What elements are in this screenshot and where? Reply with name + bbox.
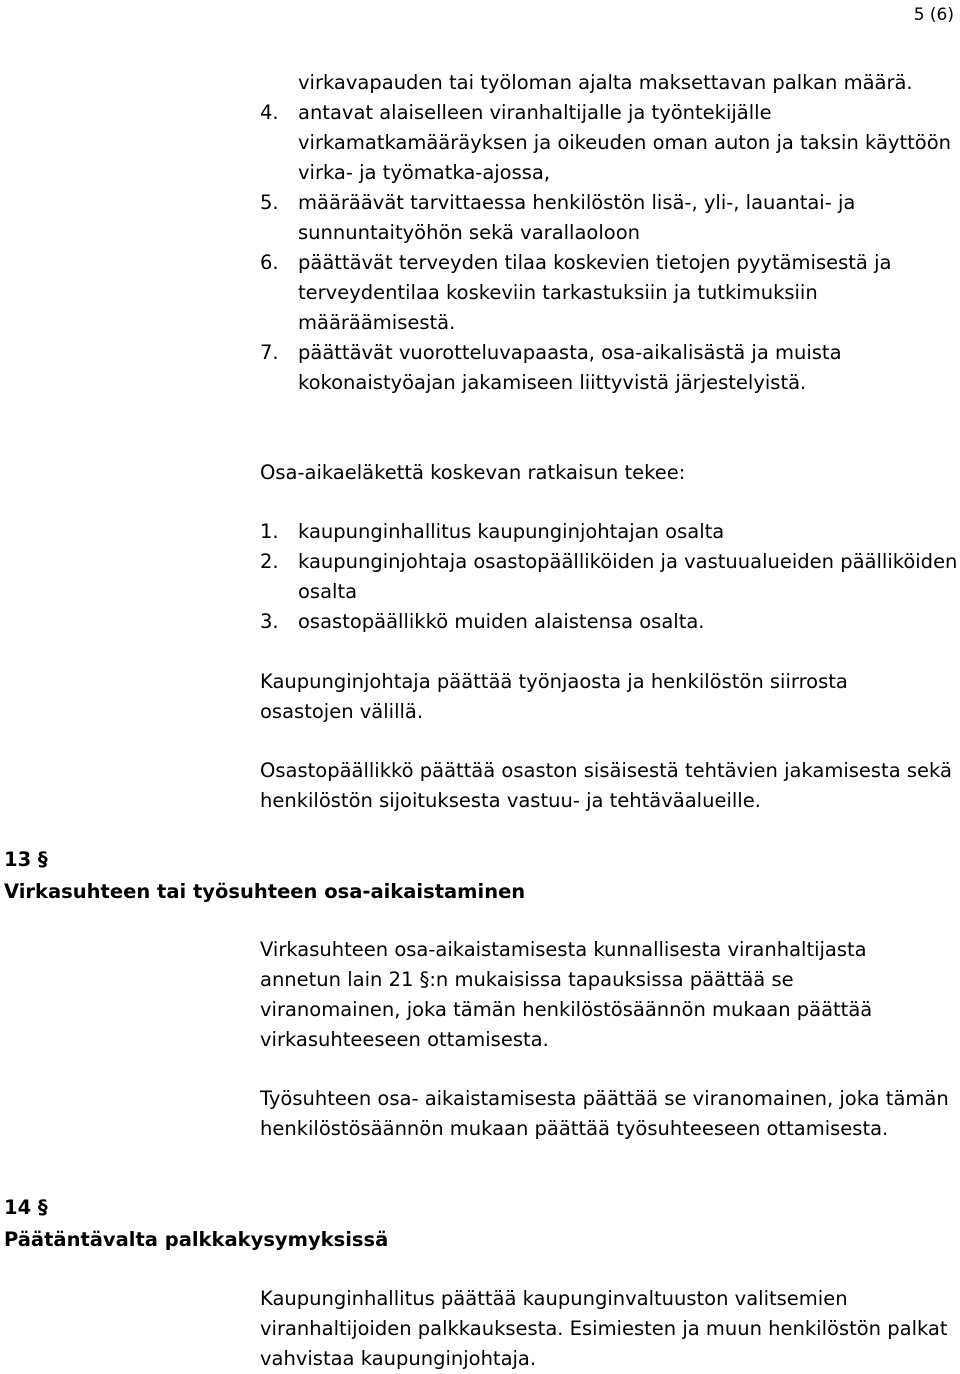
- list-item: [260, 517, 960, 547]
- section-13-heading: [4, 845, 525, 907]
- list-item: [260, 98, 960, 188]
- list-item-number: 1.: [260, 520, 279, 543]
- osa-aika-list: [260, 517, 960, 637]
- list-item: [260, 607, 960, 637]
- page-number: 5 (6): [913, 5, 954, 25]
- section-title: Päätäntävalta palkkakysymyksissä: [4, 1228, 389, 1251]
- list-item: [260, 338, 960, 398]
- section-13-paragraph-1: Virkasuhteen osa-aikaistamisesta kunnallisesta viranhaltijasta annetun lain 21 §:n mukaisissa tapauksissa päättää se viranomainen, joka tämän henkilöstösäännön mukaan päättää virkasuhteeseen ottamisesta.: [260, 938, 873, 1051]
- paragraph-kaupunginjohtaja: Kaupunginjohtaja päättää työnjaosta ja henkilöstön siirrosta osastojen välillä.: [260, 670, 848, 723]
- section-title: Virkasuhteen tai työsuhteen osa-aikaistaminen: [4, 880, 526, 903]
- section-14-paragraph-1: Kaupunginhallitus päättää kaupunginvaltuuston valitsemien viranhaltijoiden palkkauksesta. Esimiesten ja muun henkilöstön palkat vahvistaa kaupunginjohtaja.: [260, 1287, 948, 1370]
- list-item-text: määräävät tarvittaessa henkilöstön lisä-, yli-, lauantai- ja sunnuntaityöhön sekä varallaoloon: [298, 191, 856, 244]
- list-item-number: 4.: [260, 101, 279, 124]
- paragraph-osastopaallikko: Osastopäällikkö päättää osaston sisäisestä tehtävien jakamisesta sekä henkilöstön sijoituksesta vastuu- ja tehtäväalueille.: [260, 759, 952, 812]
- list-item-text: virkavapauden tai työloman ajalta maksettavan palkan määrä.: [298, 71, 913, 94]
- list-item-text: päättävät terveyden tilaa koskevien tietojen pyytämisestä ja terveydentilaa koskeviin tarkastuksiin ja tutkimuksiin määräämisestä.: [298, 251, 892, 334]
- list-item-number: 7.: [260, 341, 279, 364]
- list-item-text: kaupunginhallitus kaupunginjohtajan osalta: [298, 520, 725, 543]
- osa-aika-intro: Osa-aikaeläkettä koskevan ratkaisun tekee:: [260, 461, 686, 484]
- list-item-text: kaupunginjohtaja osastopäälliköiden ja vastuualueiden päälliköiden osalta: [298, 550, 958, 603]
- list-item-number: 5.: [260, 191, 279, 214]
- section-13-paragraph-2: Työsuhteen osa- aikaistamisesta päättää se viranomainen, joka tämän henkilöstösäännön mukaan päättää työsuhteeseen ottamisesta.: [260, 1087, 949, 1140]
- list-item-text: päättävät vuorotteluvapaasta, osa-aikalisästä ja muista kokonaistyöajan jakamiseen liittyvistä järjestelyistä.: [298, 341, 842, 394]
- list-item-number: 3.: [260, 610, 279, 633]
- section-number: 13 §: [4, 848, 48, 871]
- list-item: [260, 68, 960, 98]
- section-number: 14 §: [4, 1196, 48, 1219]
- list-item-number: 2.: [260, 550, 279, 573]
- list-item-number: 6.: [260, 251, 279, 274]
- authority-list-continued: [260, 68, 960, 398]
- section-14-heading: [4, 1193, 388, 1255]
- list-item: [260, 248, 960, 338]
- list-item-text: osastopäällikkö muiden alaistensa osalta.: [298, 610, 705, 633]
- list-item-text: antavat alaiselleen viranhaltijalle ja työntekijälle virkamatkamääräyksen ja oikeuden oman auton ja taksin käyttöön virka- ja työmatka-ajossa,: [298, 101, 951, 184]
- list-item: [260, 547, 960, 607]
- list-item: [260, 188, 960, 248]
